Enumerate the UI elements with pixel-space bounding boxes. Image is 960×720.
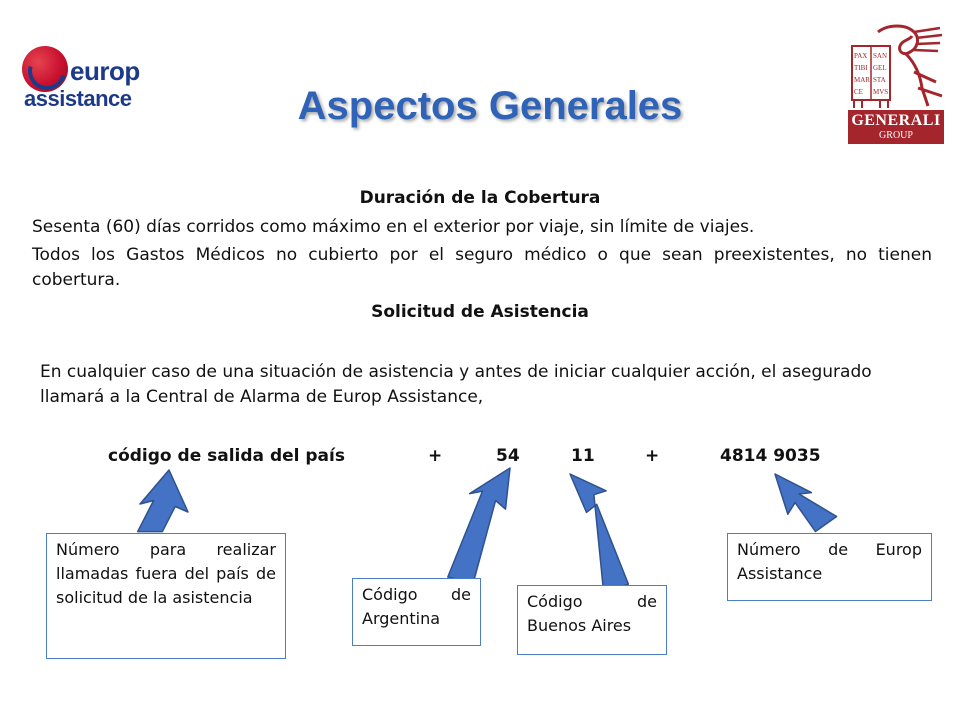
arrow-to-area-code [570, 474, 628, 592]
callout-phone-number: Número de Europ Assistance [727, 533, 932, 601]
callout-area-code: Código de Buenos Aires [517, 585, 667, 655]
dial-plus-1: + [428, 446, 443, 466]
dial-exit-code: código de salida del país [108, 446, 345, 466]
coverage-line-2: Todos los Gastos Médicos no cubierto por el seguro médico o que sean preexistentes, no tienen cobertura. [32, 245, 932, 290]
europ-logo-word-europ: europ [70, 56, 140, 86]
svg-text:TIBI: TIBI [854, 64, 868, 72]
svg-text:PAX: PAX [854, 52, 868, 60]
callout-country-code: Código de Argentina [352, 578, 481, 646]
svg-text:SAN: SAN [873, 52, 888, 60]
arrow-to-country-code [448, 468, 510, 583]
svg-text:GEL: GEL [873, 64, 887, 72]
request-heading: Solicitud de Asistencia [371, 302, 589, 322]
svg-text:STA: STA [873, 76, 886, 84]
generali-group: GROUP [879, 130, 913, 141]
dial-plus-2: + [645, 446, 660, 466]
europ-logo-word-assistance: assistance [24, 86, 132, 111]
arrow-to-phone-number [775, 474, 837, 532]
request-text: En cualquier caso de una situación de asistencia y antes de iniciar cualquier acción, el asegurado llamará a la Central de Alarma de Europ Assistance, [40, 362, 872, 407]
generali-name: GENERALI [851, 112, 941, 129]
arrow-to-exit-code [138, 470, 188, 532]
coverage-heading: Duración de la Cobertura [359, 188, 601, 208]
svg-text:MVS: MVS [873, 88, 889, 96]
slide-title: Aspectos Generales [297, 84, 683, 128]
svg-text:CE: CE [854, 88, 863, 96]
callout-exit-code: Número para realizar llamadas fuera del país de solicitud de la asistencia [46, 533, 286, 659]
dial-country-code: 54 [496, 446, 520, 466]
svg-text:MAR: MAR [854, 76, 870, 84]
coverage-line-1: Sesenta (60) días corridos como máximo en el exterior por viaje, sin límite de viajes. [32, 217, 755, 237]
dial-area-code: 11 [571, 446, 595, 466]
dial-phone-number: 4814 9035 [720, 446, 821, 466]
